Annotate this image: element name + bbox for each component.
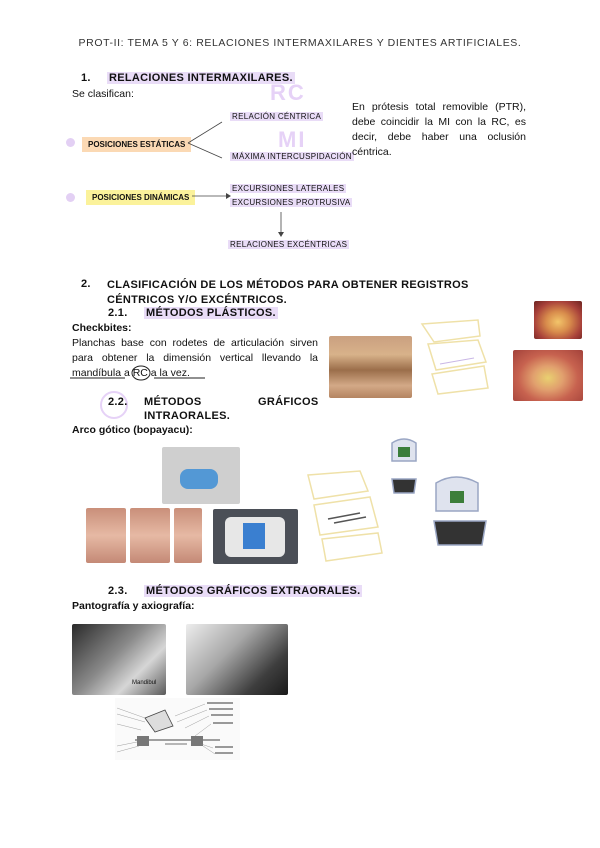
ptr-note: En prótesis total removible (PTR), debe coincidir la MI con la RC, es decir, debe haber una oclusión céntrica. (352, 101, 526, 158)
checkbites-text: Planchas base con rodetes de articulación sirven para obtener la dimensión vertical llevando la mandíbula a RC a la vez. (72, 337, 318, 379)
face-photo-3 (174, 508, 202, 563)
section-2-title: CLASIFICACIÓN DE LOS MÉTODOS PARA OBTENER REGISTROS CÉNTRICOS Y/O EXCÉNTRICOS. (107, 279, 469, 306)
section-1-title: RELACIONES INTERMAXILARES. (109, 72, 293, 84)
axiograph-photo (186, 624, 288, 695)
handwritten-rc: RC (270, 80, 306, 105)
static-positions-label: POSICIONES ESTÁTICAS (82, 137, 191, 152)
smile-photo (513, 350, 583, 401)
photo-caption: Mandibul (132, 680, 157, 686)
subsection-2-1-title: MÉTODOS PLÁSTICOS. (146, 307, 276, 319)
denture-photo (534, 301, 582, 339)
subsection-2-2-title-b: GRÁFICOS (258, 396, 319, 408)
subsection-2-2-title-c: INTRAORALES. (144, 410, 231, 422)
section-2-number: 2. (81, 278, 91, 290)
wax-rims-photo (329, 336, 412, 398)
dynamic-positions-label: POSICIONES DINÁMICAS (86, 190, 195, 205)
protrusive-excursions-label: EXCURSIONES PROTRUSIVA (232, 198, 351, 207)
pantograph-photo (72, 624, 166, 695)
subsection-2-2-title-a: MÉTODOS (144, 396, 202, 408)
pantograph-diagram (115, 698, 240, 760)
subsection-2-2-number: 2.2. (108, 396, 128, 408)
lateral-excursions-label: EXCURSIONES LATERALES (232, 184, 345, 193)
checkbites-label: Checkbites: (72, 322, 132, 334)
subsection-2-1-number: 2.1. (108, 307, 128, 319)
intraoral-tracer-sketch (300, 435, 500, 565)
section-1-intro: Se clasifican: (72, 88, 134, 100)
subsection-2-3-number: 2.3. (108, 585, 128, 597)
pantography-label: Pantografía y axiografía: (72, 600, 195, 612)
max-intercuspation-label: MÁXIMA INTERCUSPIDACIÓN (232, 152, 352, 161)
centric-relation-label: RELACIÓN CÉNTRICA (232, 112, 322, 121)
tracer-photo (162, 447, 240, 504)
face-photo-2 (130, 508, 170, 563)
tracing-plate-photo (213, 509, 298, 564)
page-header: PROT-II: TEMA 5 Y 6: RELACIONES INTERMAXILARES Y DIENTES ARTIFICIALES. (78, 37, 522, 49)
face-photo-1 (86, 508, 126, 563)
pen-underlines (70, 360, 330, 385)
handwritten-mi: MI (278, 127, 307, 152)
subsection-2-3-title: MÉTODOS GRÁFICOS EXTRAORALES. (146, 585, 361, 597)
eccentric-relations-label: RELACIONES EXCÉNTRICAS (230, 240, 348, 249)
checkbite-sketch (418, 318, 508, 398)
gothic-arch-label: Arco gótico (bopayacu): (72, 424, 193, 436)
section-1-number: 1. (81, 72, 91, 84)
